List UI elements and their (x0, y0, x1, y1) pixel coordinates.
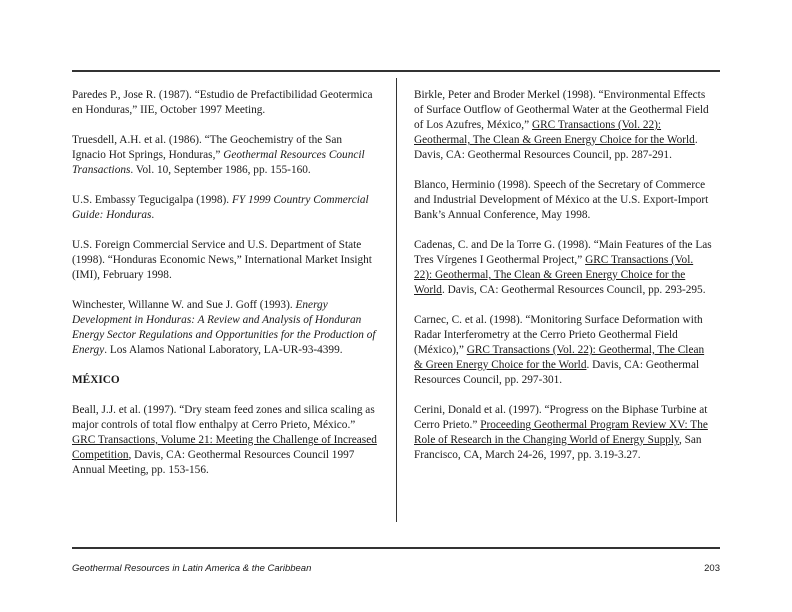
footer-title: Geothermal Resources in Latin America & the Caribbean (72, 563, 312, 574)
reference-text: . Davis, CA: Geothermal Resources Council, pp. 297-301. (414, 359, 700, 386)
reference-beall (72, 403, 378, 478)
reference-text: Truesdell, A.H. et al. (1986). “The Geochemistry of the San Ignacio Hot Springs, Honduras,” (72, 134, 343, 161)
reference-text: , Davis, CA: Geothermal Resources Council 1997 Annual Meeting, pp. 153-156. (72, 449, 355, 476)
right-column (414, 88, 714, 478)
bottom-rule (72, 547, 720, 549)
reference-text: Beall, J.J. et al. (1997). “Dry steam feed zones and silica scaling as major controls of total flow enthalpy at Cerro Prieto, México.” (72, 404, 375, 431)
reference-truesdell (72, 133, 378, 178)
reference-text: . Vol. 10, September 1986, pp. 155-160. (130, 164, 311, 176)
reference-text: Birkle, Peter and Broder Merkel (1998). “Environmental Effects of Surface Outflow of Geothermal Water at the Geothermal Field of Los Azufres, México,” (414, 89, 709, 131)
section-heading-mexico: MÉXICO (72, 374, 120, 386)
reference-text: . Davis, CA: Geothermal Resources Council, pp. 287-291. (414, 134, 698, 161)
reference-birkle (414, 88, 714, 163)
reference-text: . Los Alamos National Laboratory, LA-UR-93-4399. (104, 344, 343, 356)
reference-text: . (151, 209, 155, 221)
reference-blanco (414, 178, 714, 223)
reference-title-italic: Energy Development in Honduras: A Review and Analysis of Honduran Energy Sector Regulations and Opportunities for the Production of Energy (72, 299, 376, 356)
reference-text: Cadenas, C. and De la Torre G. (1998). “Main Features of the Las Tres Vírgenes I Geothermal Project,” (414, 239, 712, 266)
reference-text: , San Francisco, CA, March 24-26, 1997, pp. 3.19-3.27. (414, 434, 702, 461)
reference-us-embassy (72, 193, 378, 223)
reference-text: Paredes P., Jose R. (1987). “Estudio de Prefactibilidad Geotermica en Honduras,” IIE, October 1997 Meeting. (72, 89, 373, 116)
top-rule (72, 70, 720, 72)
reference-title-italic: Geothermal Resources Council Transactions (72, 149, 365, 176)
reference-title-underlined: GRC Transactions (Vol. 22): Geothermal, The Clean & Green Energy Choice for the World (414, 344, 705, 371)
reference-text: . Davis, CA: Geothermal Resources Council, pp. 293-295. (441, 284, 706, 296)
left-column (72, 88, 378, 493)
reference-title-underlined: GRC Transactions (Vol. 22): Geothermal, The Clean & Green Energy Choice for the World (414, 254, 694, 296)
reference-carnec (414, 313, 714, 388)
reference-title-underlined: GRC Transactions, Volume 21: Meeting the Challenge of Increased Competition (72, 434, 377, 461)
reference-winchester (72, 298, 378, 358)
reference-text: Blanco, Herminio (1998). Speech of the Secretary of Commerce and Industrial Development of México at the U.S. Export-Import Bank’s Annual Conference, May 1998. (414, 179, 709, 221)
reference-paredes (72, 88, 378, 118)
reference-text: Winchester, Willanne W. and Sue J. Goff (1993). (72, 299, 296, 311)
column-divider (396, 78, 397, 522)
reference-cerini (414, 403, 714, 463)
reference-cadenas (414, 238, 714, 298)
reference-title-italic: FY 1999 Country Commercial Guide: Honduras (72, 194, 369, 221)
reference-title-underlined: Proceeding Geothermal Program Review XV: The Role of Research in the Changing World of Energy Supply (414, 419, 708, 446)
reference-text: U.S. Foreign Commercial Service and U.S. Department of State (1998). “Honduras Economic News,” International Market Insight (IMI), February 1998. (72, 239, 372, 281)
page-number: 203 (704, 563, 720, 574)
reference-text: Carnec, C. et al. (1998). “Monitoring Surface Deformation with Radar Interferometry at the Cerro Prieto Geothermal Field (México),” (414, 314, 703, 356)
reference-text: U.S. Embassy Tegucigalpa (1998). (72, 194, 232, 206)
reference-title-underlined: GRC Transactions (Vol. 22): Geothermal, The Clean & Green Energy Choice for the World (414, 119, 695, 146)
reference-us-fcs (72, 238, 378, 283)
reference-text: Cerini, Donald et al. (1997). “Progress on the Biphase Turbine at Cerro Prieto.” (414, 404, 708, 431)
